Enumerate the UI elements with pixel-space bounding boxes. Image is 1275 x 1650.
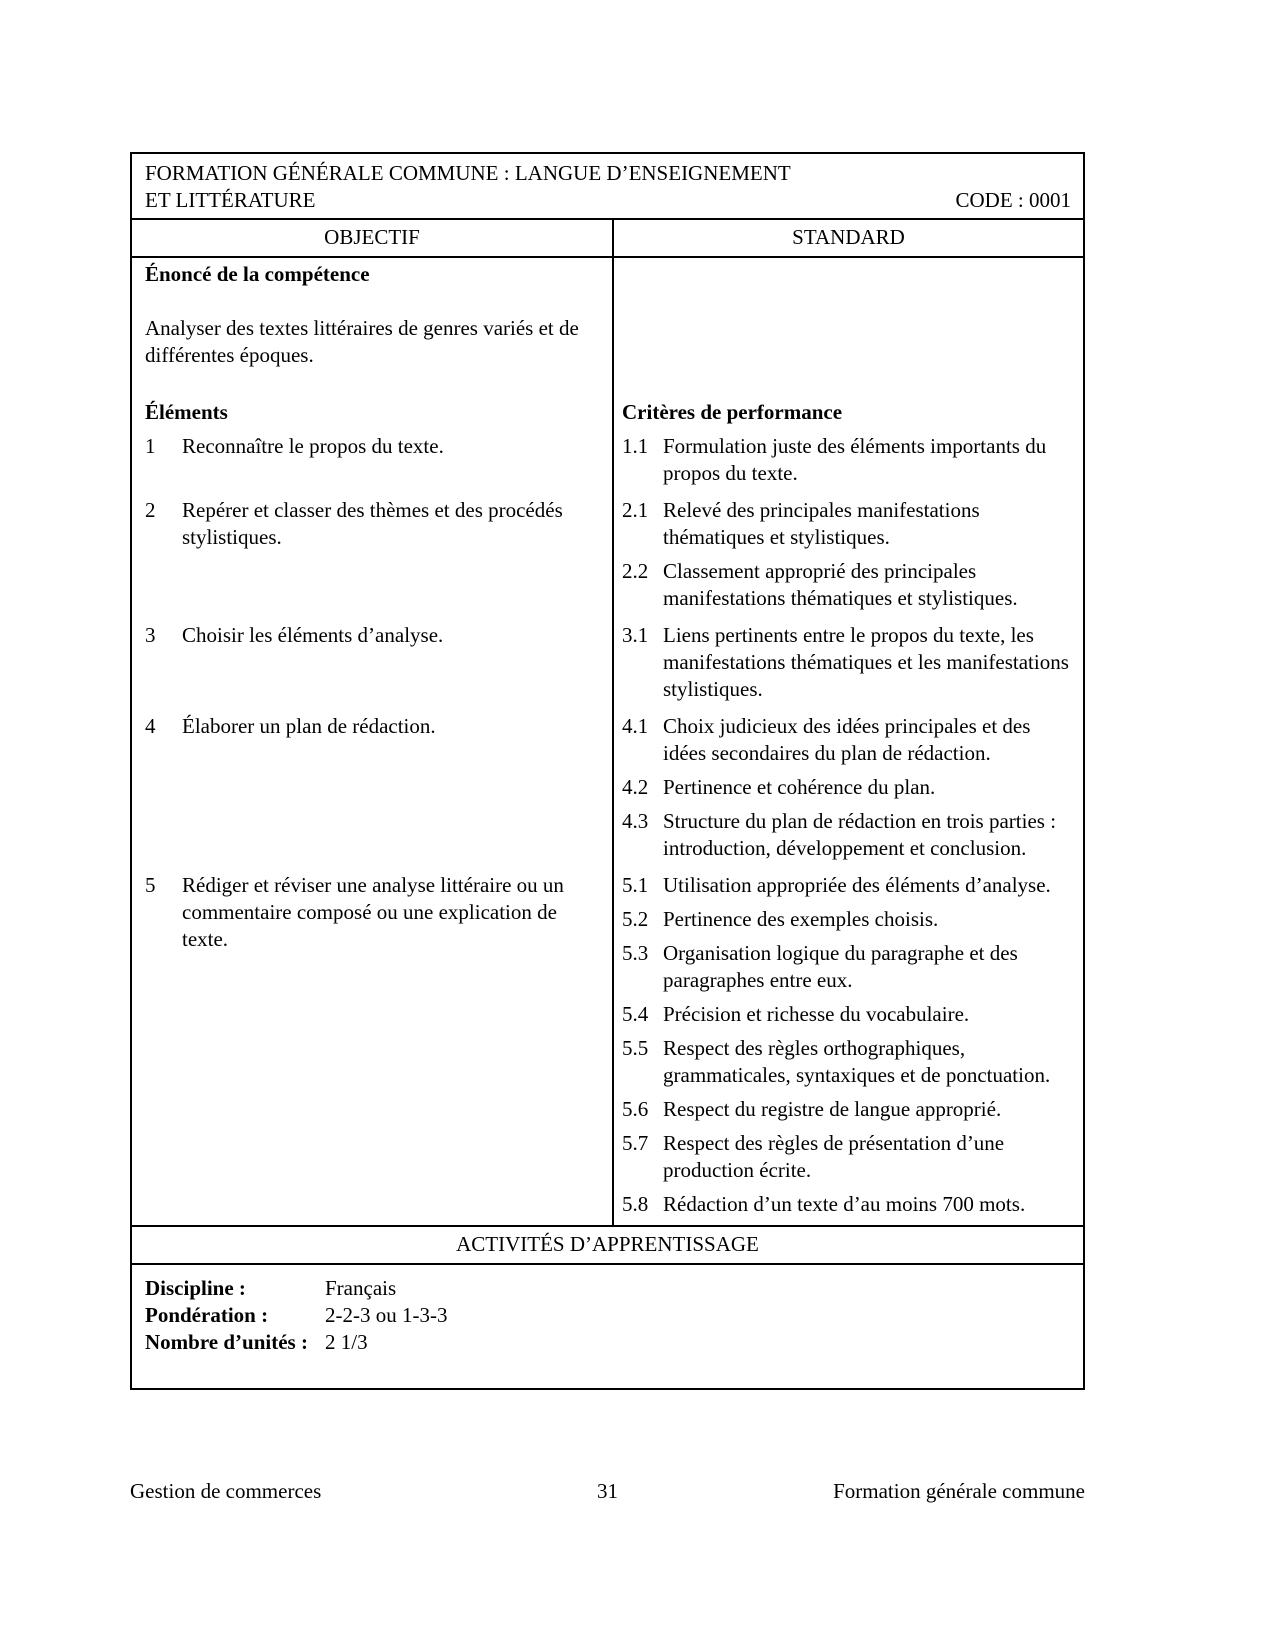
enonce-title: Énoncé de la compétence — [145, 262, 370, 286]
detail-label: Nombre d’unités : — [145, 1330, 308, 1354]
objectif-column-header: OBJECTIF — [132, 220, 614, 256]
details-section — [132, 1265, 1083, 1356]
criterion-number: 4.2 — [622, 775, 649, 799]
table-content — [132, 258, 1083, 1225]
criterion-text: Rédaction d’un texte d’au moins 700 mots. — [663, 1192, 1026, 1216]
criterion-text: Respect du registre de langue approprié. — [663, 1097, 1002, 1121]
criterion-number: 5.6 — [622, 1097, 649, 1121]
criterion-number: 5.7 — [622, 1131, 649, 1155]
criterion-number: 5.5 — [622, 1036, 649, 1060]
criteria-group-3 — [614, 619, 1083, 710]
detail-row-unites — [145, 1329, 1069, 1356]
element-number: 2 — [145, 498, 156, 522]
criterion-number: 5.4 — [622, 1002, 649, 1026]
criterion-number: 3.1 — [622, 623, 649, 647]
criterion-text: Précision et richesse du vocabulaire. — [663, 1002, 970, 1026]
column-headers — [132, 220, 1083, 258]
detail-row-ponderation — [145, 1302, 1069, 1329]
criteria-group-4 — [614, 710, 1083, 869]
element-item-1 — [132, 430, 614, 494]
criterion-number: 1.1 — [622, 434, 649, 458]
element-number: 4 — [145, 714, 156, 738]
criterion-text: Relevé des principales manifestations thématiques et stylistiques. — [663, 498, 980, 549]
criterion-number: 5.3 — [622, 941, 649, 965]
activites-title: ACTIVITÉS D’APPRENTISSAGE — [456, 1232, 759, 1256]
enonce-text: Analyser des textes littéraires de genres variés et de différentes époques. — [145, 316, 579, 367]
detail-label: Pondération : — [145, 1303, 269, 1327]
criterion-number: 2.2 — [622, 559, 649, 583]
element-text: Choisir les éléments d’analyse. — [182, 623, 444, 647]
element-text: Repérer et classer des thèmes et des procédés stylistiques. — [182, 498, 563, 549]
table-title-block — [132, 154, 1083, 220]
element-text: Rédiger et réviser une analyse littéraire ou un commentaire composé ou une explication de texte. — [182, 873, 564, 951]
criterion-number: 2.1 — [622, 498, 649, 522]
criteria-group-1 — [614, 430, 1083, 494]
criterion-text: Utilisation appropriée des éléments d’analyse. — [663, 873, 1051, 897]
footer-page-number: 31 — [597, 1479, 618, 1503]
element-item-2 — [132, 494, 614, 619]
criterion-text: Pertinence et cohérence du plan. — [663, 775, 936, 799]
criteria-group-2 — [614, 494, 1083, 619]
criterion-text: Choix judicieux des idées principales et des idées secondaires du plan de rédaction. — [663, 714, 1031, 765]
element-text: Reconnaître le propos du texte. — [182, 434, 444, 458]
element-item-3 — [132, 619, 614, 710]
criterion-text: Respect des règles de présentation d’une production écrite. — [663, 1131, 1005, 1182]
page-footer — [130, 1478, 1085, 1505]
detail-value: Français — [325, 1276, 397, 1300]
detail-label: Discipline : — [145, 1276, 246, 1300]
activites-bar — [132, 1225, 1083, 1265]
criterion-text: Classement approprié des principales manifestations thématiques et stylistiques. — [663, 559, 1018, 610]
footer-section-name: Formation générale commune — [833, 1479, 1085, 1503]
element-number: 3 — [145, 623, 156, 647]
standard-empty-cell — [614, 258, 1083, 396]
criterion-number: 5.8 — [622, 1192, 649, 1216]
element-number: 1 — [145, 434, 156, 458]
title-line1: FORMATION GÉNÉRALE COMMUNE : LANGUE D’ENSEIGNEMENT — [145, 161, 791, 185]
empty-space — [132, 1356, 1083, 1388]
criterion-number: 4.1 — [622, 714, 649, 738]
criterion-text: Formulation juste des éléments importants du propos du texte. — [663, 434, 1047, 485]
title-line2: ET LITTÉRATURE — [145, 188, 316, 212]
criterion-text: Respect des règles orthographiques, grammaticales, syntaxiques et de ponctuation. — [663, 1036, 1051, 1087]
element-text: Élaborer un plan de rédaction. — [182, 714, 436, 738]
criteres-title: Critères de performance — [622, 400, 843, 424]
criterion-number: 5.1 — [622, 873, 649, 897]
criterion-text: Liens pertinents entre le propos du texte, les manifestations thématiques et les manifestations stylistiques. — [663, 623, 1069, 701]
criterion-number: 4.3 — [622, 809, 649, 833]
criteria-group-5 — [614, 869, 1083, 1225]
competency-table — [130, 152, 1085, 1390]
detail-value: 2-2-3 ou 1-3-3 — [325, 1303, 448, 1327]
detail-row-discipline — [145, 1275, 1069, 1302]
criterion-text: Structure du plan de rédaction en trois parties : introduction, développement et conclusion. — [663, 809, 1057, 860]
enonce-cell — [132, 258, 614, 396]
element-item-5 — [132, 869, 614, 1225]
element-number: 5 — [145, 873, 156, 897]
criterion-text: Organisation logique du paragraphe et des paragraphes entre eux. — [663, 941, 1018, 992]
code-label: CODE : 0001 — [955, 188, 1071, 212]
criterion-number: 5.2 — [622, 907, 649, 931]
footer-program-name: Gestion de commerces — [130, 1479, 322, 1503]
detail-value: 2 1/3 — [325, 1330, 368, 1354]
element-item-4 — [132, 710, 614, 869]
criterion-text: Pertinence des exemples choisis. — [663, 907, 939, 931]
standard-column-header: STANDARD — [792, 225, 905, 249]
elements-title: Éléments — [132, 396, 614, 430]
